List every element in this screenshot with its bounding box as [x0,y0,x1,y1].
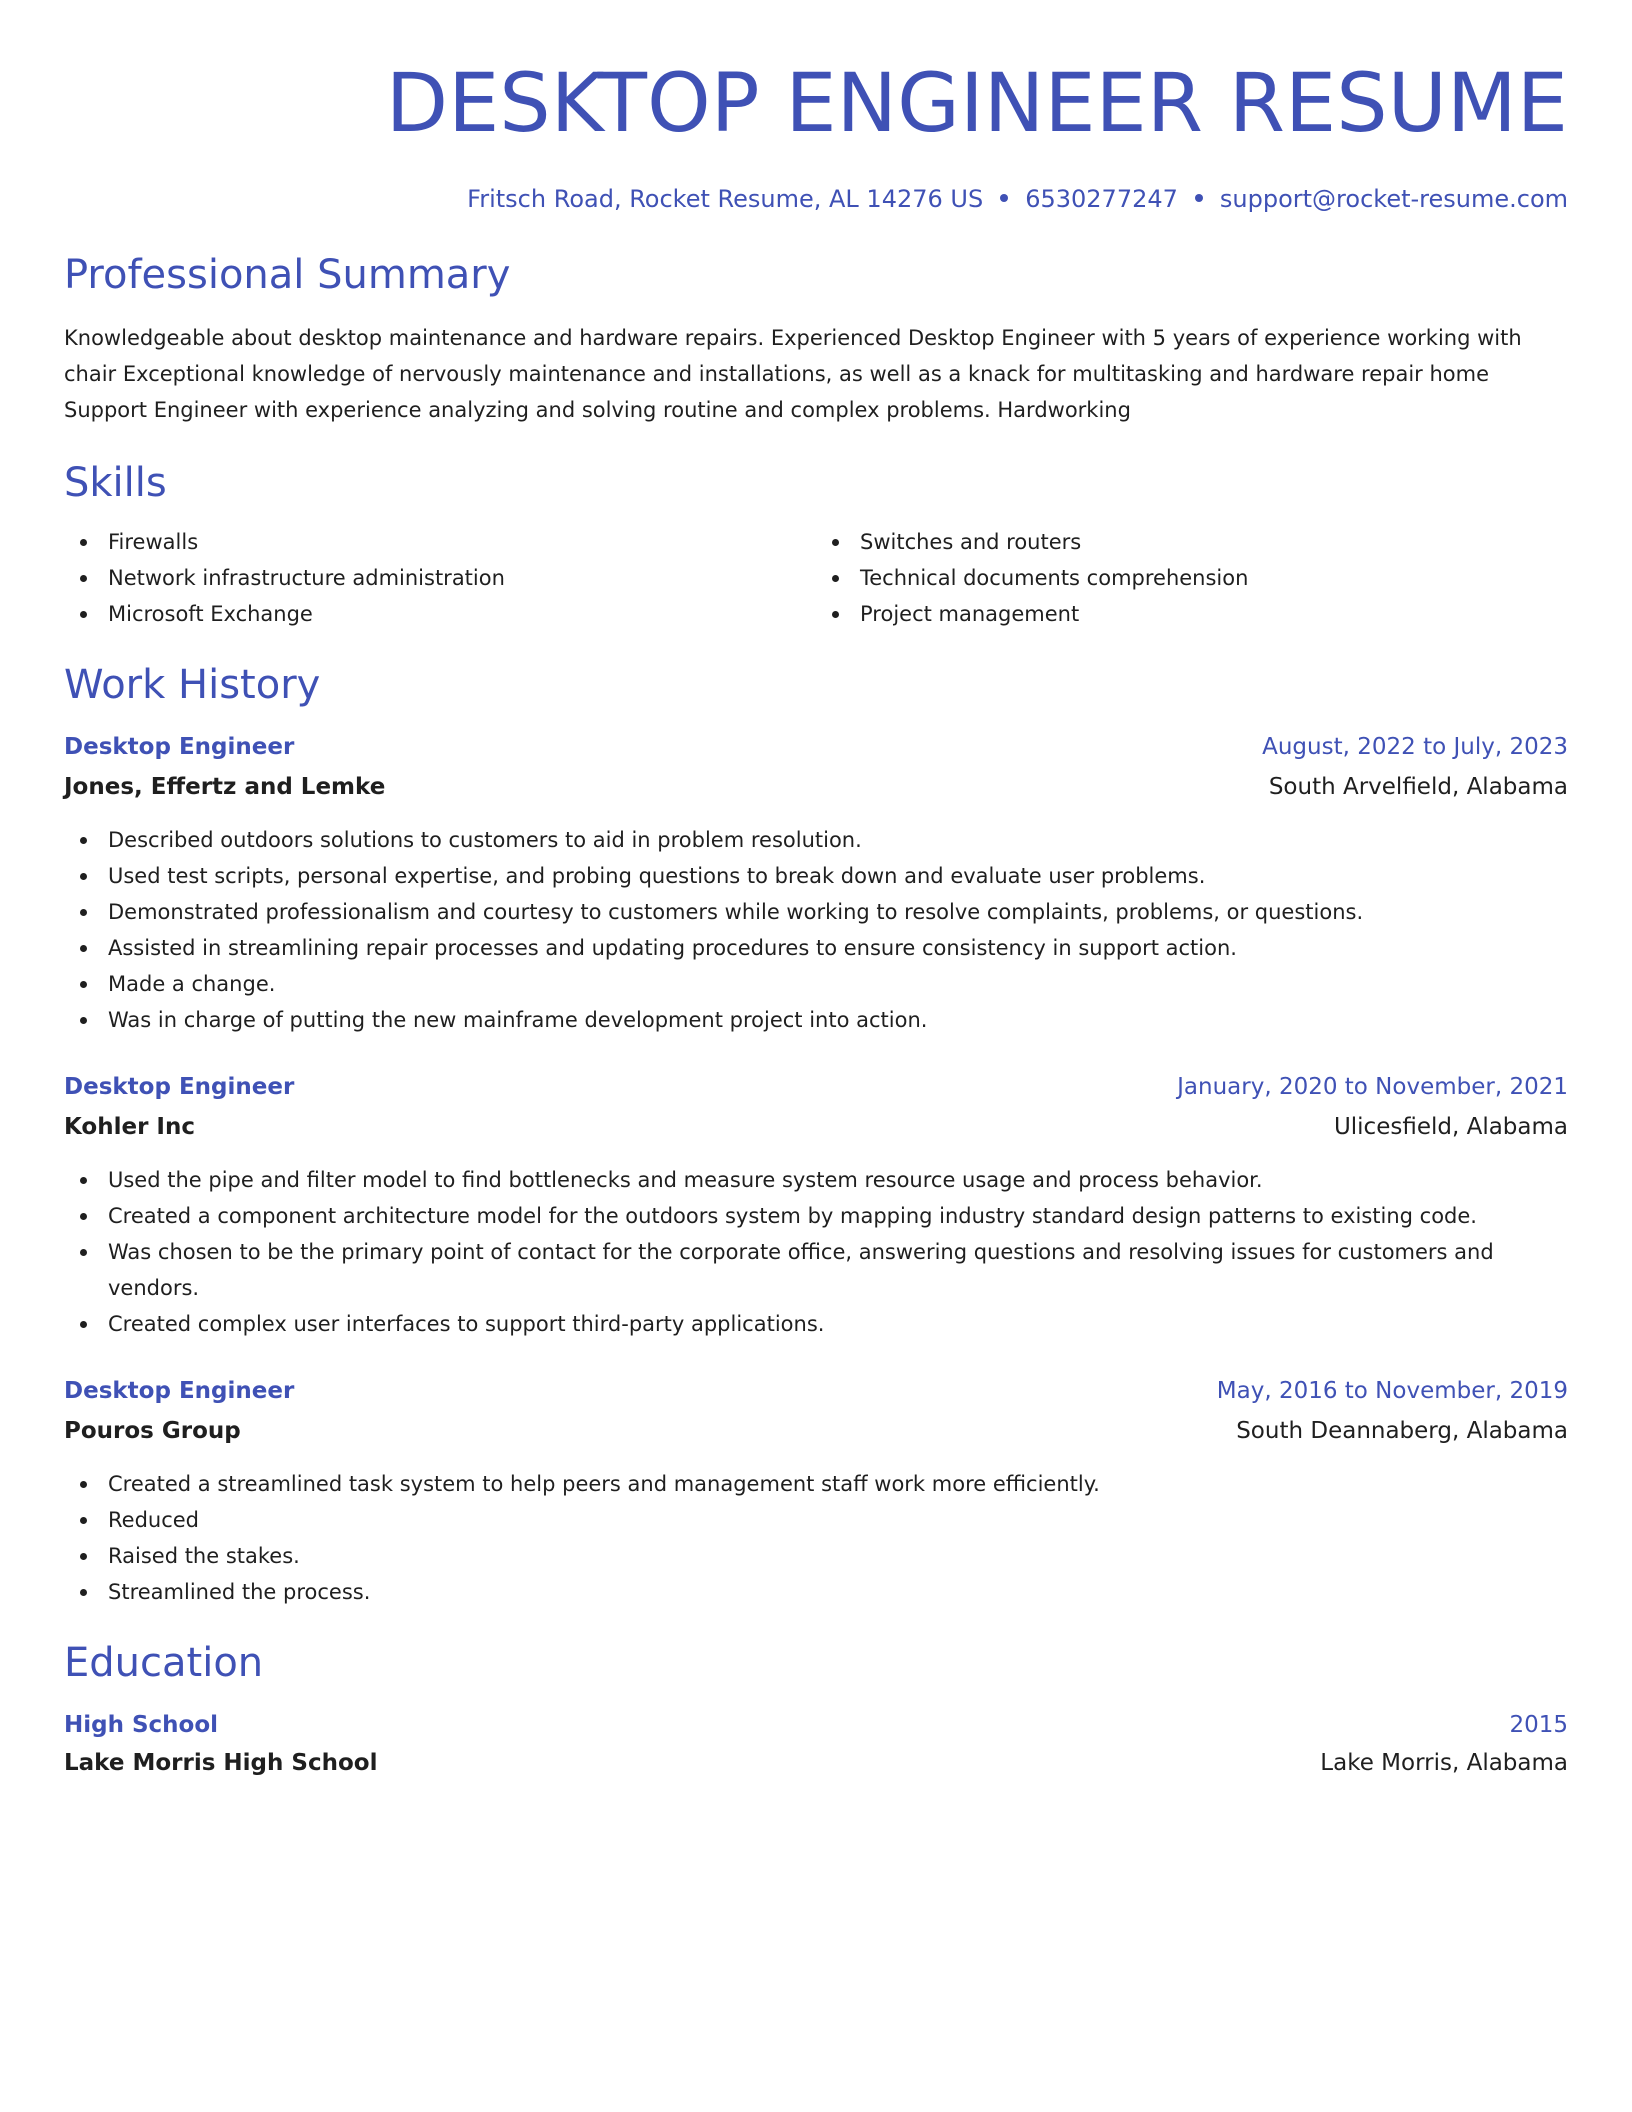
contact-email: support@rocket-resume.com [1219,185,1568,213]
resume-page [64,0,1568,1778]
education-location: Lake Morris, Alabama [1320,1750,1568,1776]
job-entry [64,1376,1568,1610]
resume-title: DESKTOP ENGINEER RESUME [385,57,1568,151]
skills-grid [64,524,1568,632]
job-duty: Was chosen to be the primary point of contact for the corporate office, answering questions and resolving issues for customers and vendors. [64,1234,1568,1306]
education-school: Lake Morris High School [64,1750,378,1776]
job-dates: January, 2020 to November, 2021 [1177,1074,1568,1100]
job-role: Desktop Engineer [64,1074,295,1100]
job-dates: May, 2016 to November, 2019 [1216,1378,1568,1404]
work-history-heading: Work History [64,662,321,708]
job-header-row [64,1072,1568,1102]
job-company: Jones, Effertz and Lemke [64,774,386,800]
skills-list-right [816,524,1568,632]
job-location: South Arvelfield, Alabama [1268,774,1568,800]
job-duties-list [64,1466,1568,1610]
job-duty: Used test scripts, personal expertise, and probing questions to break down and evaluate user problems. [64,858,1568,894]
summary-text: Knowledgeable about desktop maintenance and hardware repairs. Experienced Desktop Engineer with 5 years of experience working with chair Exceptional knowledge of nervously maintenance and installations, as well as a knack for multitasking and hardware repair home Support Engineer with experience analyzing and solving routine and complex problems. Hardworking [64,326,1522,422]
job-duty: Created a streamlined task system to help peers and management staff work more efficiently. [64,1466,1568,1502]
skills-column-right [816,524,1568,632]
education-year: 2015 [1509,1712,1568,1738]
job-company: Kohler Inc [64,1114,195,1140]
job-duty: Raised the stakes. [64,1538,1568,1574]
job-entry [64,732,1568,1038]
contact-phone: 6530277247 [1025,185,1178,213]
job-company-row [64,1416,1568,1446]
job-duty: Made a change. [64,966,1568,1002]
job-duty: Created complex user interfaces to support third-party applications. [64,1306,1568,1342]
job-company: Pouros Group [64,1418,241,1444]
job-duties-list [64,1162,1568,1342]
job-duty: Described outdoors solutions to customers to aid in problem resolution. [64,822,1568,858]
skill-item: Network infrastructure administration [64,560,816,596]
job-role: Desktop Engineer [64,734,295,760]
education-header-row [64,1710,1568,1740]
skill-item: Project management [816,596,1568,632]
job-location: South Deannaberg, Alabama [1236,1418,1568,1444]
skill-item: Switches and routers [816,524,1568,560]
education-heading: Education [64,1640,264,1686]
job-company-row [64,1112,1568,1142]
job-duty: Assisted in streamlining repair processes and updating procedures to ensure consistency in support action. [64,930,1568,966]
job-company-row [64,772,1568,802]
bullet-separator [1195,194,1203,202]
job-duty: Used the pipe and filter model to find bottlenecks and measure system resource usage and process behavior. [64,1162,1568,1198]
education-degree: High School [64,1712,219,1738]
bullet-separator [1000,194,1008,202]
job-header-row [64,732,1568,762]
job-role: Desktop Engineer [64,1378,295,1404]
job-entry [64,1072,1568,1342]
job-duty: Reduced [64,1502,1568,1538]
skill-item: Technical documents comprehension [816,560,1568,596]
job-duty: Streamlined the process. [64,1574,1568,1610]
education-entry [64,1710,1568,1778]
job-dates: August, 2022 to July, 2023 [1262,734,1568,760]
summary-heading: Professional Summary [64,252,511,298]
resume-header [64,0,1568,214]
job-duty: Demonstrated professionalism and courtesy to customers while working to resolve complaints, problems, or questions. [64,894,1568,930]
job-location: Ulicesfield, Alabama [1333,1114,1568,1140]
skills-heading: Skills [64,460,167,506]
contact-line [64,184,1568,214]
job-header-row [64,1376,1568,1406]
education-school-row [64,1748,1568,1778]
contact-address: Fritsch Road, Rocket Resume, AL 14276 US [467,185,984,213]
skills-column-left [64,524,816,632]
skill-item: Firewalls [64,524,816,560]
job-duty: Was in charge of putting the new mainframe development project into action. [64,1002,1568,1038]
job-duties-list [64,822,1568,1038]
skills-list-left [64,524,816,632]
job-duty: Created a component architecture model for the outdoors system by mapping industry standard design patterns to existing code. [64,1198,1568,1234]
skill-item: Microsoft Exchange [64,596,816,632]
